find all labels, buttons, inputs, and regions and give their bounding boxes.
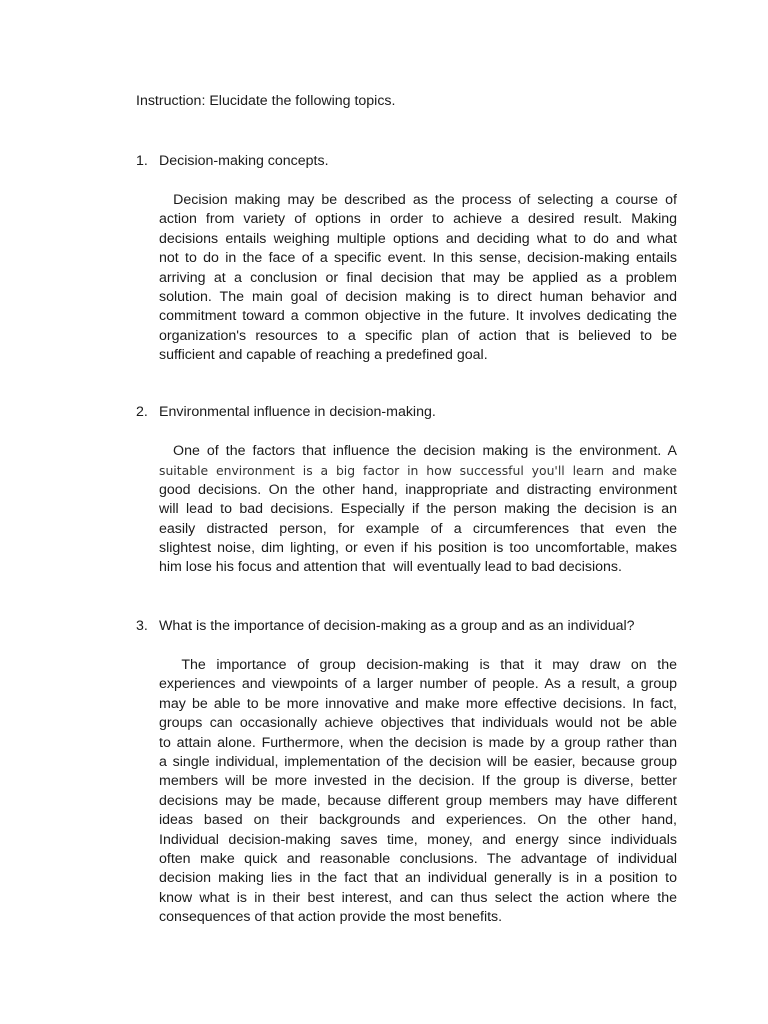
section-number: 3. [136,618,148,634]
paragraph-line: a single individual, implementation of the decision will be easier, because group [159,754,677,771]
paragraph-line: to attain alone. Furthermore, when the decision is made by a group rather than [159,734,677,751]
section-heading-3 [136,617,635,636]
paragraph-line: action from variety of options in order to achieve a desired result. Making [159,211,677,228]
section-number: 2. [136,404,148,420]
paragraph-line: slightest noise, dim lighting, or even if his position is too uncomfortable, makes [159,540,677,557]
section-paragraph-1 [159,191,677,366]
paragraph-line: know what is in their best interest, and can thus select the action where the [159,889,677,906]
paragraph-line: experiences and viewpoints of a larger number of people. As a result, a group [159,676,677,693]
paragraph-line: decisions may be made, because different group members may have different [159,792,677,809]
paragraph-line: organization's resources to a specific plan of action that is believed to be [159,327,677,344]
section-heading-1 [136,152,329,171]
paragraph-line: often make quick and reasonable conclusions. The advantage of individual [159,851,677,868]
paragraph-line: sufficient and capable of reaching a predefined goal. [159,347,488,364]
paragraph-line: arriving at a conclusion or final decision that may be applied as a problem [159,269,677,286]
paragraph-line: consequences of that action provide the most benefits. [159,909,503,926]
paragraph-line: Decision making may be described as the process of selecting a course of [159,192,677,208]
paragraph-line: decision making lies in the fact that an individual generally is in a position to [159,870,677,887]
instruction-text: Instruction: Elucidate the following topics. [136,93,396,109]
paragraph-line: ideas based on their backgrounds and experiences. On the other hand, [159,812,677,829]
paragraph-line: will lead to bad decisions. Especially if the person making the decision is an [159,501,677,518]
section-title: Environmental influence in decision-making. [159,404,436,420]
paragraph-line: easily distracted person, for example of a circumferences that even the [159,520,677,537]
paragraph-line: may be able to be more innovative and make more effective decisions. In fact, [159,695,677,712]
paragraph-line: The importance of group decision-making is that it may draw on the [171,657,677,673]
section-title: Decision-making concepts. [159,153,329,169]
paragraph-line: members will be more invested in the decision. If the group is diverse, better [159,773,677,790]
paragraph-line: decisions entails weighing multiple options and deciding what to do and what [159,230,677,247]
paragraph-line: good decisions. On the other hand, inappropriate and distracting environment [159,481,677,498]
section-title: What is the importance of decision-making as a group and as an individual? [159,618,635,634]
paragraph-line: One of the factors that influence the decision making is the environment. A [159,443,677,459]
section-heading-2 [136,403,436,422]
section-paragraph-3 [159,656,677,928]
paragraph-line: commitment toward a common objective in the future. It involves dedicating the [159,308,677,325]
paragraph-line: Individual decision-making saves time, money, and energy since individuals [159,831,677,848]
section-paragraph-2 [159,442,677,578]
paragraph-line: not to do in the face of a specific event. In this sense, decision-making entails [159,250,677,267]
paragraph-line: groups can occasionally achieve objectives that individuals would not be able [159,715,677,732]
paragraph-line: suitable environment is a big factor in how successful you'll learn and make [159,463,677,479]
paragraph-line: solution. The main goal of decision making is to direct human behavior and [159,289,677,306]
section-number: 1. [136,153,148,169]
paragraph-line: him lose his focus and attention that will eventually lead to bad decisions. [159,559,622,576]
